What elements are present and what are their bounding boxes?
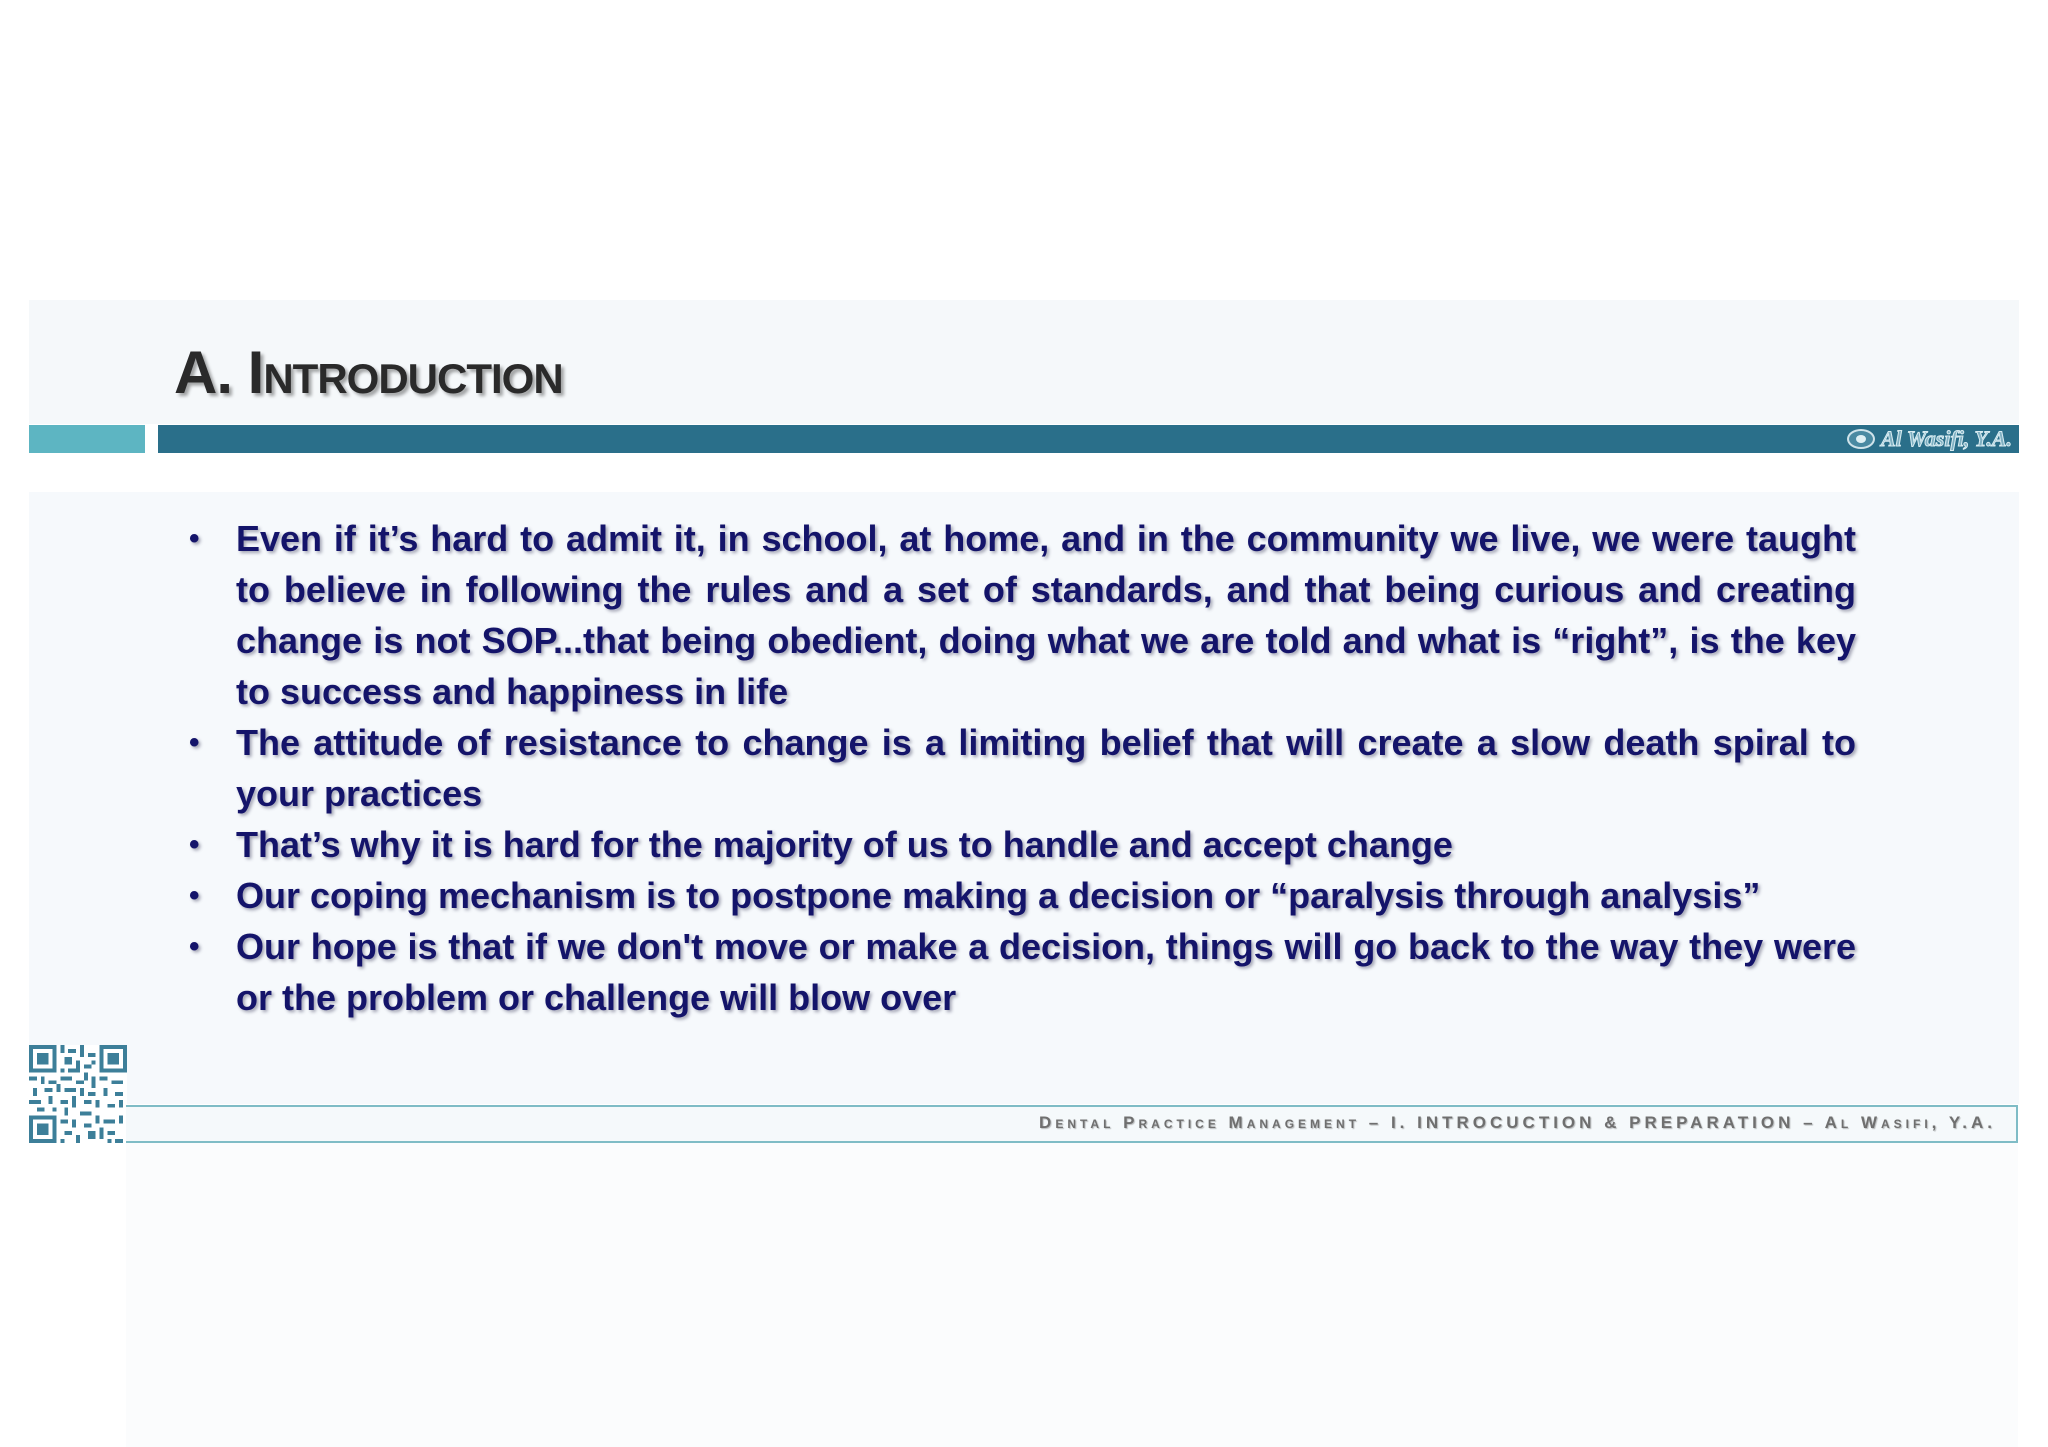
brand-logo-icon <box>1847 429 1875 449</box>
accent-block <box>29 425 145 453</box>
bullet-item <box>189 513 1856 717</box>
footer-text: Dental Practice Management – I. INTROCUCTION & PREPARATION – Al Wasifi, Y.A. <box>1039 1113 1996 1132</box>
brand-watermark <box>1847 427 2012 451</box>
bullet-text: The attitude of resistance to change is a limiting belief that will create a slow death spiral to your practices <box>236 722 1856 814</box>
bullet-text: Our hope is that if we don't move or make a decision, things will go back to the way they were or the problem or challenge will blow over <box>236 926 1856 1018</box>
bullet-icon: • <box>189 930 200 963</box>
bullet-icon: • <box>189 726 200 759</box>
bullet-list <box>189 513 1856 1023</box>
slide-title: A. Introduction <box>174 339 563 406</box>
accent-bar <box>158 425 2019 453</box>
bullet-text: Our coping mechanism is to postpone making a decision or “paralysis through analysis” <box>236 875 1761 916</box>
bullet-icon: • <box>189 879 200 912</box>
brand-text: Al Wasifi, Y.A. <box>1880 426 2012 451</box>
footer-band <box>126 1105 2018 1143</box>
bullet-item <box>189 921 1856 1023</box>
bullet-item <box>189 870 1856 921</box>
bullet-text: Even if it’s hard to admit it, in school, at home, and in the community we live, we were taught to believe in following the rules and a set of standards, and that being curious and creating change is not SOP...that being obedient, doing what we are told and what is “right”, is the key to success and happiness in life <box>236 518 1856 712</box>
bullet-text: That’s why it is hard for the majority of us to handle and accept change <box>236 824 1453 865</box>
bullet-item <box>189 819 1856 870</box>
bottom-area <box>126 1143 2018 1447</box>
qr-code-icon[interactable] <box>29 1045 127 1143</box>
bullet-item <box>189 717 1856 819</box>
bullet-icon: • <box>189 828 200 861</box>
bullet-icon: • <box>189 522 200 555</box>
